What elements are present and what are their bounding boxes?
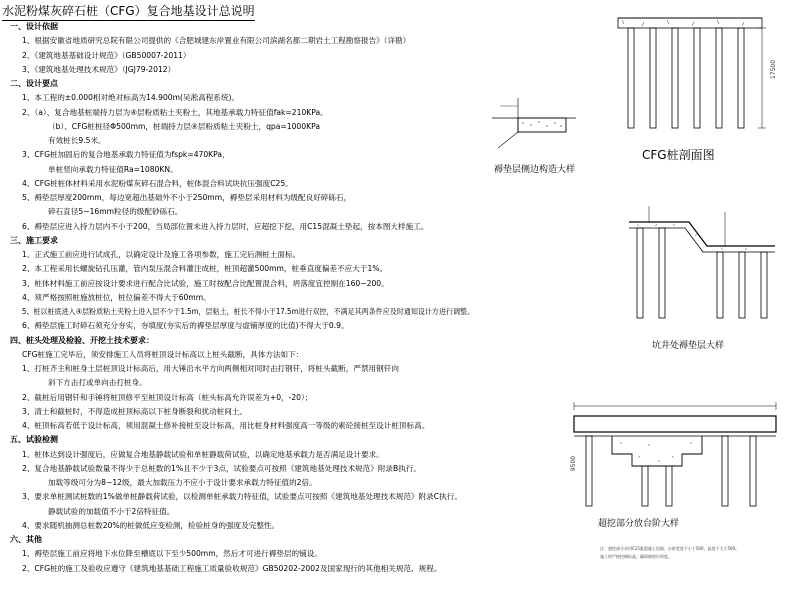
note-line: 有效桩长9.5米。: [48, 136, 106, 146]
pile-length-dimension: 17500: [770, 59, 778, 80]
note-line: 1、根据安徽省地质研究总院有限公司提供的《合肥城建东岸置业有限公司滨湖名都二期岩土工程勘察报告》（详勘）: [22, 36, 411, 46]
note-line: 静载试验的加载值不小于2倍特征值。: [48, 506, 175, 516]
note-line: 1、正式施工前应进行试成孔，以确定设计及施工各项参数，施工完后测桩土面标。: [22, 250, 301, 260]
note-line: 4、CFG桩桩体材料采用水泥粉煤灰碎石混合料，桩体混合料试块抗压强度C25。: [22, 178, 293, 188]
note-line: 4、桩顶标高若低于设计标高，须用混凝土修补接桩至设计标高，用比桩身材料强度高一等级的素砼接桩至设计桩顶标高。: [22, 421, 430, 431]
note-line: 1、打桩齐主和桩身土层桩顶设计标高后，用大锤沿水平方向两侧相对同时击打钢钎，将桩头截断，严禁用钢钎向: [22, 364, 399, 374]
section-heading: 六、其他: [10, 535, 42, 545]
note-line: 3、《建筑地基处理技术规范》（JGJ79-2012）: [22, 64, 176, 74]
pit-cushion-detail-drawing: [625, 200, 785, 330]
section-heading: 五、试验检测: [10, 435, 58, 445]
note-line: 5、桩以桩底进入④层粉质粘土夹粉土进入层不少于1.5m，层粘土，桩长不得小于17.5m进行双控，不满足其两条件应及时通知设计方进行调整。: [22, 307, 475, 317]
note-line: 2、截桩后用钢钎和手锤将桩顶修平至桩顶设计标高（桩头标高允许误差为+0，-20）；: [22, 392, 313, 402]
note-line: 2、复合地基静载试验数量不得少于总桩数的1%且不少于3点，试验要点可按照《建筑地基处理技术规范》附录B执行。: [22, 463, 422, 473]
cfg-pile-section-drawing: [612, 6, 772, 136]
step-depth-dimension: 9500: [570, 455, 578, 472]
note-line: 2、（a）、复合地基桩端持力层为④层粉质粘土夹粉土，其地基承载力特征值fak=210KPa。: [22, 107, 328, 117]
overexcavation-step-detail-label: 超挖部分放台阶大样: [598, 519, 680, 529]
note-line: 6、褥垫层施工时碎石须充分夯实，夯填度(夯实后的褥垫层厚度与虚铺厚度的比值)不得大于0.9。: [22, 321, 349, 331]
note-line: 3、CFG桩加固后的复合地基承载力特征值为fspk=470KPa，: [22, 150, 230, 160]
note-line: 2、《建筑地基基础设计规范》（GB50007-2011）: [22, 50, 191, 60]
note-line: 3、要求单桩测试桩数的1%做单桩静载荷试验，以检测单桩承载力特征值，试验要点可按照《建筑地基处理技术规范》附录C执行。: [22, 492, 462, 502]
drawing-note-2: 施工时严格控制标高，确保褥垫层厚度。: [600, 554, 672, 559]
note-line: 单桩竖向承载力特征值Ra=1080KN。: [48, 164, 178, 174]
document-title: 水泥粉煤灰碎石桩（CFG）复合地基设计总说明: [2, 2, 255, 21]
note-line: 2、CFG桩的施工及验收应遵守《建筑地基基础工程施工质量验收规范》GB50202-2002及国家现行的其他相关规范、规程。: [22, 563, 442, 573]
note-line: 4、要求随机抽测总桩数20%的桩做低应变检测，检验桩身的强度及完整性。: [22, 520, 280, 530]
section-heading: 三、施工要求: [10, 235, 58, 245]
drawing-note-1: 注：超挖部分采用C15素混凝土回填，台阶宽度不小于500，高度不大于500。: [600, 546, 740, 551]
note-line: 斜下方击打或单向击打桩身。: [48, 378, 147, 388]
note-line: 6、褥垫层应进入持力层内不小于200，当局部位置未进入持力层时，应超挖下挖，用C15混凝土垫起，按本图大样施工。: [22, 221, 429, 231]
section-heading: 四、桩头处理及检验、开挖土技术要求：: [10, 335, 154, 345]
note-line: 4、须严格按照桩施放桩位，桩位偏差不得大于60mm。: [22, 292, 211, 302]
cushion-edge-detail-label: 褥垫层侧边构造大样: [494, 165, 576, 175]
note-line: 1、褥垫层施工前应将地下水位降至槽底以下至少500mm，然后才可进行褥垫层的铺设。: [22, 549, 322, 559]
note-line: 1、桩体达到设计强度后，应做复合地基静载试验和单桩静载荷试验，以确定地基承载力是否满足设计要求。: [22, 449, 384, 459]
cushion-edge-detail-drawing: [488, 78, 580, 158]
note-line: 5、褥垫层厚度200mm，每边宽超出基础外不小于250mm，褥垫层采用材料为级配良好碎砾石，: [22, 193, 352, 203]
note-line: 2、本工程采用长螺旋钻孔压灌，管内泵压混合料灌注成桩，桩顶超灌500mm，桩垂直度偏差不应大于1%。: [22, 264, 388, 274]
note-line: CFG桩施工完毕后，须安排施工人员将桩顶设计标高以上桩头截断，具体方法如下：: [22, 349, 304, 359]
note-line: 3、桩体材料施工前应按设计要求进行配合比试验，施工时按配合比配置混合料，坍落度宜控制在160~200。: [22, 278, 389, 288]
note-line: （b）、CFG桩桩径Φ500mm，桩端持力层④层粉质粘土夹粉土，qpa=1000KPa: [48, 121, 320, 131]
overexcavation-step-detail-drawing: [572, 396, 782, 526]
note-line: 3、清土和截桩时，不得造成桩顶标高以下桩身断裂和扰动桩间土。: [22, 406, 248, 416]
note-line: 加载等级可分为8~12级，最大加载压力不应小于设计要求承载力特征值的2倍。: [48, 478, 317, 488]
section-heading: 二、设计要点: [10, 79, 58, 89]
section-heading: 一、设计依据: [10, 22, 58, 31]
note-line: 碎石直径5~16mm粒径的级配砂砾石。: [48, 207, 183, 217]
cfg-pile-section-label: CFG桩剖面图: [642, 148, 715, 162]
pit-cushion-detail-label: 坑井处褥垫层大样: [652, 341, 725, 351]
note-line: 1、本工程的±0.000相对绝对标高为14.900m(吴淞高程系统)。: [22, 93, 240, 103]
